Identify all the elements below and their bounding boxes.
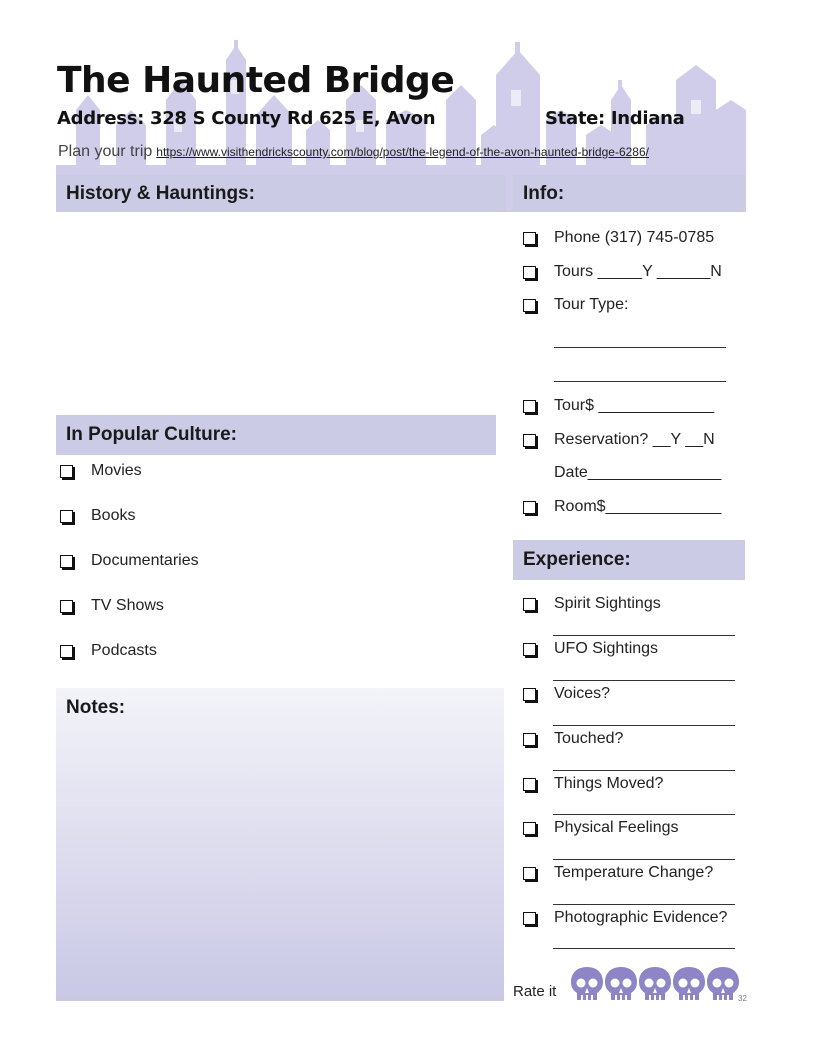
checkbox-icon[interactable] — [523, 434, 536, 447]
culture-item-label: Movies — [91, 462, 142, 479]
info-tour-price[interactable] — [523, 397, 714, 415]
culture-item-label: TV Shows — [91, 597, 164, 614]
checkbox-icon[interactable] — [523, 400, 536, 413]
culture-header-label: In Popular Culture: — [66, 424, 237, 445]
checkbox-icon[interactable] — [523, 778, 536, 791]
info-reservation[interactable] — [523, 431, 715, 449]
experience-line — [553, 814, 735, 815]
experience-item-voices[interactable] — [523, 685, 610, 703]
experience-line — [553, 948, 735, 949]
culture-item-label: Documentaries — [91, 552, 199, 569]
address: Address: 328 S County Rd 625 E, Avon — [57, 108, 436, 129]
info-tour-type[interactable] — [523, 296, 628, 314]
info-tours[interactable] — [523, 263, 722, 281]
checkbox-icon[interactable] — [60, 555, 73, 568]
info-tour-type-label: Tour Type: — [554, 296, 629, 313]
tour-type-line-1 — [554, 347, 726, 348]
checkbox-icon[interactable] — [60, 465, 73, 478]
experience-item-things-moved[interactable] — [523, 775, 663, 793]
info-header — [513, 175, 745, 212]
culture-item-documentaries[interactable] — [60, 552, 199, 570]
checkbox-icon[interactable] — [523, 643, 536, 656]
notes-area[interactable] — [56, 688, 504, 1001]
history-header — [56, 175, 506, 212]
checkbox-icon[interactable] — [523, 266, 536, 279]
info-tours-label: Tours _____Y ______N — [554, 263, 722, 280]
plan-url-link[interactable]: https://www.visithendrickscounty.com/blog/post/the-legend-of-the-avon-haunted-bridge-6286/ — [156, 145, 649, 159]
experience-item-label: Things Moved? — [554, 775, 664, 792]
notes-header: Notes: — [66, 697, 126, 718]
experience-item-temperature-change[interactable] — [523, 864, 713, 882]
page-number: 32 — [738, 994, 747, 1003]
checkbox-icon[interactable] — [60, 600, 73, 613]
rate-label: Rate it — [513, 983, 557, 1000]
checkbox-icon[interactable] — [523, 822, 536, 835]
culture-item-tv-shows[interactable] — [60, 597, 164, 615]
experience-item-label: UFO Sightings — [554, 640, 659, 657]
info-room[interactable] — [523, 498, 721, 516]
experience-line — [553, 770, 735, 771]
experience-line — [553, 725, 735, 726]
experience-item-label: Physical Feelings — [554, 819, 679, 836]
checkbox-icon[interactable] — [523, 299, 536, 312]
checkbox-icon[interactable] — [523, 232, 536, 245]
info-header-label: Info: — [523, 182, 565, 204]
checkbox-icon[interactable] — [523, 867, 536, 880]
page-title: The Haunted Bridge — [57, 60, 455, 101]
info-phone[interactable] — [523, 229, 714, 247]
skull-icon[interactable] — [638, 966, 672, 1002]
checkbox-icon[interactable] — [60, 645, 73, 658]
experience-line — [553, 859, 735, 860]
state: State: Indiana — [545, 108, 685, 129]
checkbox-icon[interactable] — [60, 510, 73, 523]
info-date: Date_______________ — [554, 464, 722, 481]
experience-item-label: Photographic Evidence? — [554, 909, 728, 926]
experience-line — [553, 904, 735, 905]
experience-item-label: Temperature Change? — [554, 864, 714, 881]
plan-your-trip — [58, 143, 649, 161]
experience-header — [513, 540, 745, 580]
experience-item-spirit-sightings[interactable] — [523, 595, 661, 613]
culture-header — [56, 415, 496, 455]
experience-item-photographic-evidence[interactable] — [523, 909, 727, 927]
checkbox-icon[interactable] — [523, 501, 536, 514]
skull-icon[interactable] — [672, 966, 706, 1002]
experience-header-label: Experience: — [523, 549, 631, 570]
experience-line — [553, 680, 735, 681]
experience-item-label: Touched? — [554, 730, 624, 747]
experience-item-ufo-sightings[interactable] — [523, 640, 658, 658]
experience-item-physical-feelings[interactable] — [523, 819, 679, 837]
tour-type-line-2 — [554, 381, 726, 382]
info-reservation-label: Reservation? __Y __N — [554, 431, 715, 448]
skull-icon[interactable] — [706, 966, 740, 1002]
experience-item-label: Spirit Sightings — [554, 595, 661, 612]
culture-item-podcasts[interactable] — [60, 642, 157, 660]
experience-item-label: Voices? — [554, 685, 611, 702]
checkbox-icon[interactable] — [523, 688, 536, 701]
experience-line — [553, 635, 735, 636]
plan-label: Plan your trip — [58, 143, 153, 160]
info-phone-label: Phone (317) 745-0785 — [554, 229, 715, 246]
skull-icon[interactable] — [604, 966, 638, 1002]
history-header-label: History & Hauntings: — [66, 182, 255, 204]
culture-item-label: Books — [91, 507, 136, 524]
experience-item-touched[interactable] — [523, 730, 623, 748]
info-tour-price-label: Tour$ _____________ — [554, 397, 715, 414]
info-room-label: Room$_____________ — [554, 498, 722, 515]
skull-icon[interactable] — [570, 966, 604, 1002]
checkbox-icon[interactable] — [523, 912, 536, 925]
checkbox-icon[interactable] — [523, 733, 536, 746]
culture-item-books[interactable] — [60, 507, 135, 525]
checkbox-icon[interactable] — [523, 598, 536, 611]
culture-item-movies[interactable] — [60, 462, 142, 480]
culture-item-label: Podcasts — [91, 642, 157, 659]
